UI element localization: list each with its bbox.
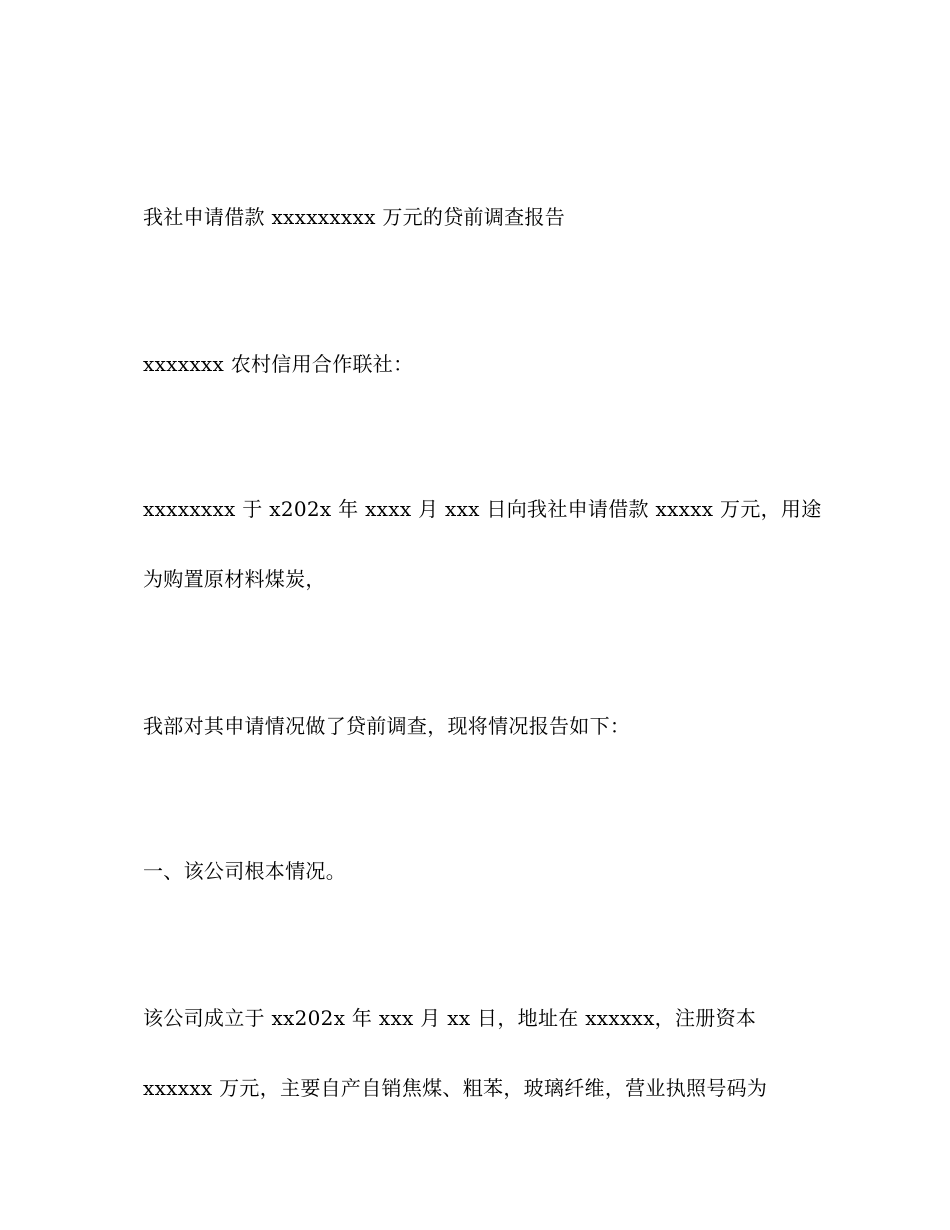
paragraph-line: 我部对其申请情况做了贷前调查，现将情况报告如下：	[143, 714, 631, 738]
section-heading: 一、该公司根本情况。	[143, 859, 346, 883]
paragraph-line: xxxxxxxx 于 x202x 年 xxxx 月 xxx 日向我社申请借款 xxxxx 万元，用途	[143, 497, 822, 521]
paragraph-line: xxxxxx 万元，主要自产自销焦煤、粗苯，玻璃纤维，营业执照号码为	[143, 1076, 768, 1100]
paragraph-line: 为购置原材料煤炭，	[143, 567, 326, 591]
paragraph-line: 该公司成立于 xx202x 年 xxx 月 xx 日，地址在 xxxxxx，注册资本	[143, 1006, 757, 1030]
report-title: 我社申请借款 xxxxxxxxx 万元的贷前调查报告	[143, 205, 566, 229]
salutation: xxxxxxx 农村信用合作联社：	[143, 352, 414, 376]
